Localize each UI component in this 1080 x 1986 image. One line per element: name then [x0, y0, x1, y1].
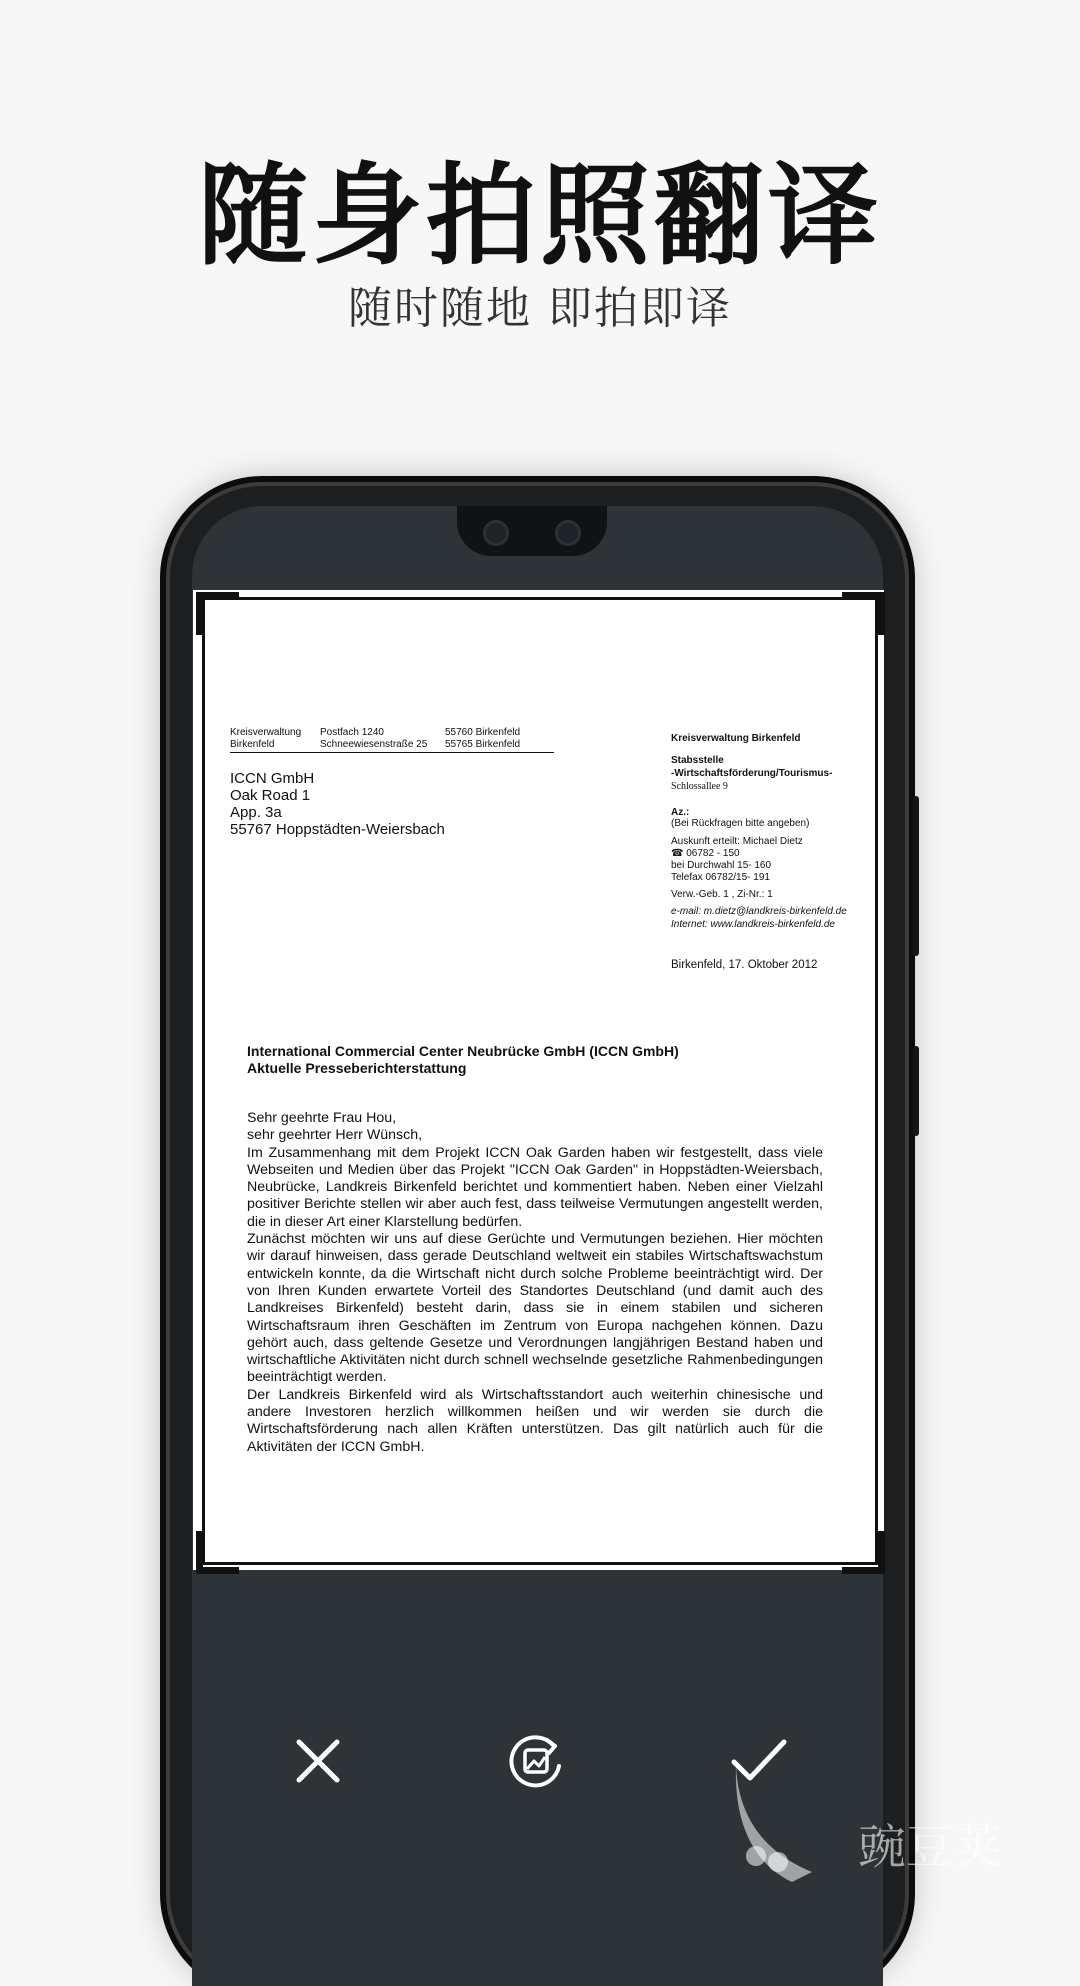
recipient-line3: App. 3a	[230, 804, 282, 821]
recipient-line4: 55767 Hoppstädten-Weiersbach	[230, 821, 445, 838]
power-button	[913, 1046, 919, 1136]
office-dept1: Stabsstelle	[671, 755, 724, 766]
subject-line1: International Commercial Center Neubrücke GmbH (ICCN GmbH)	[247, 1043, 679, 1059]
office-phone: ☎ 06782 - 150	[671, 848, 740, 859]
office-az: Az.:	[671, 807, 690, 818]
promo-subtitle: 随时随地 即拍即译	[348, 283, 732, 334]
rotate-image-icon	[503, 1726, 573, 1796]
paragraph2: Zunächst möchten wir uns auf diese Gerüchte und Vermutungen beziehen. Hier möchten wir darauf hinweisen, dass gerade Deutschland weltweit ein stabiles Wirtschaftswachstum entwickeln konnte, da die Wirtschaft nicht durch solche Probleme beeinträchtigt wird. Der von Ihren Kunden erwartete Vorteil des Standortes Deutschland (und damit auch des Landkreises Birkenfeld) besteht darin, dass sie in einem stabilen und sicheren Wirtschaftsraum ihren Geschäften im Zentrum von Europa nachgehen können. Dazu gehört auch, dass geltende Gesetze und Verordnungen langjährigen Bestand haben und wirtschaftliche Aktivitäten nicht durch schnell wechselnde gesetzliche Rahmenbedingungen beeinträchtigt werden.	[247, 1231, 823, 1386]
sender-col2-line1: Postfach 1240	[320, 727, 384, 738]
sender-rule	[230, 752, 554, 753]
paragraph3: Der Landkreis Birkenfeld wird als Wirtschaftsstandort auch weiterhin chinesische und andere Investoren herzlich willkommen heißen und wir werden sie durch die Wirtschaftsförderung nach allen Kräften unterstützen. Das gilt natürlich auch für die Aktivitäten der ICCN GmbH.	[247, 1386, 823, 1455]
sensor-icon	[555, 520, 581, 546]
crop-handle-top-right[interactable]	[842, 592, 885, 635]
letter-body	[247, 1110, 823, 1456]
office-fax: Telefax 06782/15- 191	[671, 872, 770, 883]
office-email: e-mail: m.dietz@landkreis-birkenfeld.de	[671, 906, 847, 917]
office-street: Schlossallee 9	[671, 781, 728, 792]
sender-col1-line2: Birkenfeld	[230, 739, 275, 750]
office-az-note: (Bei Rückfragen bitte angeben)	[671, 818, 810, 829]
crop-handle-top-left[interactable]	[196, 592, 239, 635]
sender-col1-line1: Kreisverwaltung	[230, 727, 302, 738]
office-dept2: -Wirtschaftsförderung/Tourismus-	[671, 768, 833, 779]
letter-date: Birkenfeld, 17. Oktober 2012	[671, 959, 818, 971]
office-name: Kreisverwaltung Birkenfeld	[671, 733, 801, 744]
volume-button	[913, 796, 919, 956]
notch	[457, 506, 607, 556]
office-web: Internet: www.landkreis-birkenfeld.de	[671, 919, 835, 930]
crop-handle-bottom-right[interactable]	[842, 1531, 885, 1574]
crop-handle-bottom-left[interactable]	[196, 1531, 239, 1574]
recipient-line1: ICCN GmbH	[230, 770, 315, 787]
sender-col3-line1: 55760 Birkenfeld	[445, 727, 521, 738]
office-contact: Auskunft erteilt: Michael Dietz	[671, 836, 803, 847]
sender-col3-line2: 55765 Birkenfeld	[445, 739, 521, 750]
front-camera-icon	[483, 520, 509, 546]
recipient-line2: Oak Road 1	[230, 787, 311, 804]
cancel-button[interactable]	[283, 1726, 353, 1796]
close-icon	[283, 1726, 353, 1796]
salutation2: sehr geehrter Herr Wünsch,	[247, 1127, 423, 1144]
pea-pod-logo-icon	[728, 1760, 848, 1890]
office-room: Verw.-Geb. 1 , Zi-Nr.: 1	[671, 889, 773, 900]
subject-line2: Aktuelle Presseberichterstattung	[247, 1060, 467, 1076]
office-ext: bei Durchwahl 15- 160	[671, 860, 772, 871]
salutation1: Sehr geehrte Frau Hou,	[247, 1110, 397, 1126]
paragraph1: Im Zusammenhang mit dem Projekt ICCN Oak Garden haben wir festgestellt, dass viele Webseiten und Medien über das Projekt "ICCN Oak Garden" in Hoppstädten-Weiersbach, Neubrücke, Landkreis Birkenfeld berichtet und kommentiert haben. Neben einer Vielzahl positiver Berichte stellen wir aber auch fest, dass teilweise Vermutungen angestellt werden, die in dieser Art einer Klarstellung bedürfen.	[247, 1144, 823, 1230]
rotate-button[interactable]	[503, 1726, 573, 1796]
promo-title: 随身拍照翻译	[198, 152, 882, 280]
sender-col2-line2: Schneewiesenstraße 25	[320, 739, 428, 750]
watermark-text: 豌豆荚	[858, 1819, 1003, 1875]
